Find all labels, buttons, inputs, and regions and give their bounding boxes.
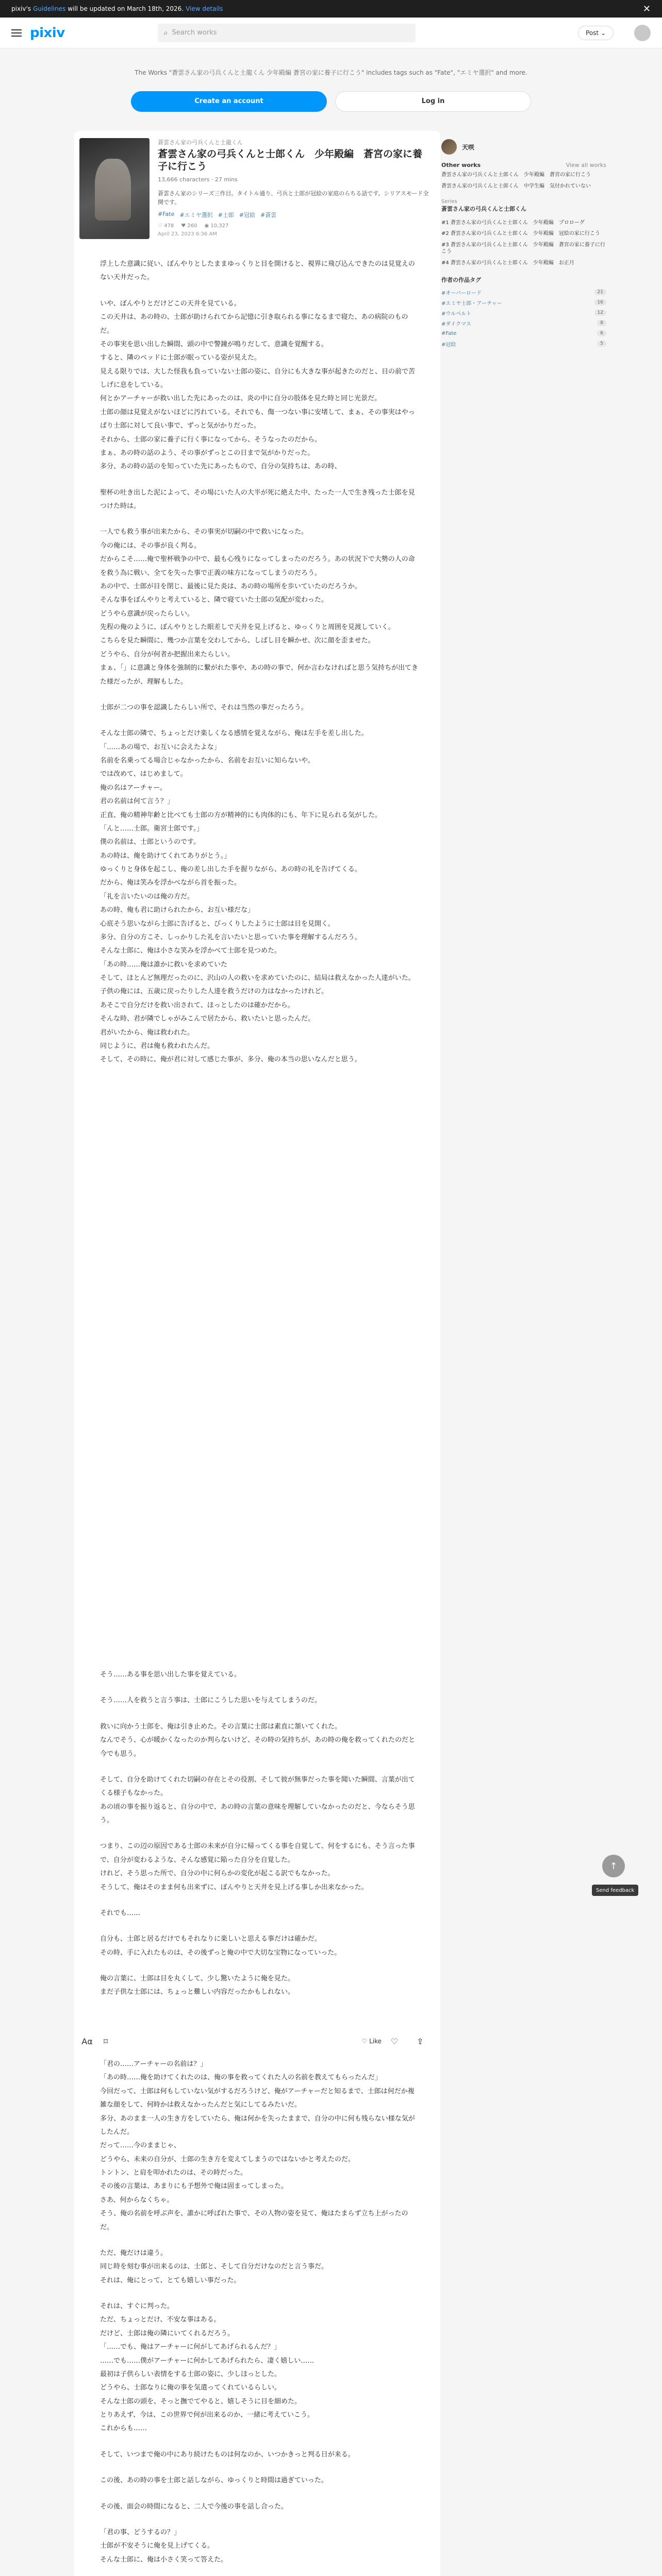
paragraph: すると、隣のベッドに士郎が眠っている姿が見えた。 — [100, 354, 261, 362]
paragraph: けれど、そう思った所で、自分の中に何らかの変化が起こる訳でもなかった。 — [100, 1870, 335, 1878]
sidebar — [441, 131, 606, 349]
paragraph: 一人でも救う事が出来たから、その事実が切嗣の中で救いになった。 — [100, 528, 308, 536]
search-icon: ⌕ — [163, 28, 168, 37]
paragraph-gap — [100, 474, 420, 486]
series-name[interactable]: 蒼雲さん家の弓兵くんと士郎くん — [441, 206, 526, 212]
search-placeholder: Search works — [172, 29, 217, 37]
paragraph-gap — [100, 1682, 420, 1694]
author-tag-name: #ダイクマス — [441, 321, 471, 327]
paragraph: さあ、何からなくちゃ。 — [100, 2196, 174, 2204]
paragraph: あの時、俺も君に助けられたから、お互い様だな」 — [100, 906, 255, 914]
paragraph: あの時は、俺を助けてくれてありがとう。」 — [100, 852, 231, 860]
paragraph-gap — [100, 2287, 420, 2300]
paragraph: そんな士郎に、俺は小さな笑みを浮かべて士郎を見つめた。 — [100, 947, 282, 955]
paragraph: あの頃の事を振り返ると、自分の中で、あの時の言葉の意味を理解していなかったのだと、今ならそう思う。 — [100, 1803, 415, 1824]
promo-description: The Works "蒼雲さん家の弓兵くんと土龍くん 少年殿編 蒼宮の家に養子に行こう" includes tags such as "Fate", "エミヤ選択" and more. — [135, 69, 527, 76]
pixiv-logo[interactable]: pixiv — [30, 25, 65, 41]
banner-text-middle: will be updated on March 18th, 2026. — [68, 5, 184, 12]
paragraph: そう、俺の名前を呼ぶ声を、誰かに呼ばれた事で、その人物の姿を見て、俺はたまらず立ち上がったのだ。 — [100, 2210, 408, 2231]
author-tag-row[interactable] — [441, 308, 606, 318]
paragraph: 心底そう思いながら士郎に告げると、びっくりしたように士郎は目を見開く。 — [100, 920, 335, 928]
paragraph-gap — [100, 1761, 420, 1773]
novel-card — [74, 131, 440, 2576]
paragraph: 「あの時……俺を助けてくれたのは、俺の事を救ってくれた人の名前を教えてもらったんだ」 — [100, 2074, 382, 2082]
paragraph-gap — [100, 1894, 420, 1907]
character-count: 13,666 characters · 27 mins — [158, 176, 238, 183]
post-button[interactable]: Post ⌄ — [578, 26, 614, 40]
paragraph: そんな士郎に、俺は小さく笑って答えた。 — [100, 2555, 228, 2564]
likes-count: ♡ 478 — [158, 223, 174, 229]
paragraph-gap — [100, 513, 420, 526]
author-tag-name: #冠絵 — [441, 342, 456, 348]
paragraph: だけど、士郎は俺の隣にいてくれるだろう。 — [100, 2329, 235, 2337]
paragraph: 名前を名乗ってる場合じゃなかったから、名前をお互いに知らないや。 — [100, 757, 315, 765]
views-count: ◉ 10,327 — [204, 223, 229, 229]
author-tag-row[interactable] — [441, 297, 606, 308]
series-item[interactable]: #3 蒼雲さん家の弓兵くんと士郎くん 少年殿編 蒼宮の家に養子に行こう — [441, 242, 605, 255]
paragraph: なんでそう、心が暖かくなったのか判らないけど、その時の気持ちが、あの時の俺を救ってくれたのだと今でも思う。 — [100, 1736, 416, 1758]
paragraph-gap — [100, 1960, 420, 1972]
work-stats — [158, 223, 431, 229]
paragraph: 先程の俺のように、ぼんやりとした眼差しで天井を見上げると、ゆっくりと周囲を見渡していく。 — [100, 623, 395, 631]
bookmarks-count: ♥ 260 — [181, 223, 197, 229]
novel-body — [74, 1656, 440, 1999]
like-button[interactable]: ♡ Like — [361, 2038, 382, 2045]
paragraph: つまり、この辺の原因である士郎の未来が自分に帰ってくる事を自覚して、何をするにも、そう言った事で、自分が変わるような、そんな感覚に陥った自分を自覚した。 — [100, 1842, 415, 1864]
paragraph: 多分、自分の方こそ、しっかりした礼を言いたいと思っていた事を理解するんだろう。 — [100, 933, 361, 941]
paragraph: どうやら、自分が何者か把握出来たらしい。 — [100, 650, 235, 658]
paragraph: トントン、と肩を叩かれたのは、その時だった。 — [100, 2169, 247, 2177]
paragraph: 「あの時……俺は誰かに救いを求めていた — [100, 960, 228, 969]
paragraph-gap — [100, 2514, 420, 2526]
paragraph: ただ、俺だけは違う。 — [100, 2249, 168, 2257]
banner-text-before: pixiv's — [11, 5, 31, 12]
author-tag-count: 5 — [597, 341, 606, 347]
tag-link[interactable]: #Fate — [158, 210, 175, 217]
novel-body — [74, 2058, 440, 2576]
paragraph: だから、俺は笑みを浮かべながら首を振った。 — [100, 879, 241, 887]
paragraph: あの中で、士郎が目を閉じ、最後に見た炎は、あの時の場所を歩いていたのだろうか。 — [100, 582, 361, 590]
paragraph: 同じように、君は俺も救われたんだ。 — [100, 1042, 214, 1050]
paragraph-gap — [100, 2488, 420, 2500]
paragraph: 同じ時を刻む事が出来るのは、士郎と、そして自分だけなのだと言う事だ。 — [100, 2263, 328, 2271]
paragraph: そう……人を救うと言う事は、士郎にこうした思いを与えてしまうのだ。 — [100, 1697, 322, 1705]
other-work-item[interactable]: 蒼雲さん家の弓兵くんと士郎くん 中学生編 気付かれていない — [441, 183, 591, 189]
bookmark-icon[interactable]: ⌑ — [103, 2036, 108, 2046]
author-tag-count: 6 — [597, 330, 606, 336]
work-caption: 蒼雲さん家のシリーズ三作目。タイトル通り、弓兵と士郎が冠絵の家庭のらちる話です。シリアスモード全開です。 — [158, 190, 429, 206]
paragraph: 今回だって、士郎は何もしていない気がするだろうけど、俺がアーチャーだと知るまで、士郎は何だか複雑な顔をして、何時かは救えなかったんだと気にしてるみたいだ。 — [100, 2087, 415, 2109]
paragraph: これからも…… — [100, 2425, 147, 2433]
paragraph: そんな時、君が隣でしゃがみこんで居たから、救いたいと思ったんだ。 — [100, 1015, 315, 1023]
paragraph-gap — [100, 1708, 420, 1720]
paragraph: まだ子供な士郎には、ちょっと難しい内容だったかもしれない。 — [100, 1988, 295, 1996]
paragraph: ゆっくりと身体を起こし、俺の差し出した手を握りながら、あの時の礼を告げてくる。 — [100, 866, 361, 873]
paragraph: 士郎が二つの事を認識したらしい所で、それは当然の事だったろう。 — [100, 703, 308, 711]
menu-icon[interactable] — [11, 29, 22, 37]
other-works-label: Other works — [441, 162, 481, 168]
paragraph: 「んと……士郎。衛宮士郎です。」 — [100, 824, 204, 833]
paragraph: 浮上した意識に従い、ぼんやりとしたままゆっくりと目を開けると、視界に飛び込んできたのは見覚えのない天井だった。 — [100, 260, 415, 282]
author-tag-name: #ウルベルト — [441, 311, 472, 317]
paragraph: 「……あの場で、お互いに会えたよな」 — [100, 743, 221, 751]
post-date: April 23, 2023 6:36 AM — [158, 231, 217, 237]
paragraph: そして、その時に、俺が君に対して感じた事が、多分、俺の本当の思いなんだと思う。 — [100, 1056, 361, 1064]
paragraph: そんな士郎の頭を、そっと撫でてやると、嬉しそうに目を細めた。 — [100, 2397, 302, 2405]
paragraph: そんな事をぼんやりと考えていると、隣で寝ていた士郎の気配が変わった。 — [100, 596, 328, 604]
tag-list — [158, 211, 431, 219]
paragraph: どうやら、未来の自分が、士郎の生き方を変えてしまうのではないかと考えたのだ。 — [100, 2155, 355, 2163]
series-item[interactable]: #2 蒼雲さん家の弓兵くんと士郎くん 少年殿編 冠絵の家に行こう — [441, 231, 600, 237]
feedback-button[interactable]: Send feedback — [592, 1885, 638, 1896]
paragraph: 俺の言葉に、士郎は目を丸くして、少し驚いたように俺を見た。 — [100, 1975, 294, 1982]
paragraph: 何とかアーチャーが救い出した先にあったのは、炎の中に自分の肢体を見た時と同じ光景だ。 — [100, 395, 382, 403]
paragraph: 多分、あの時の話のを知っていた先にあったもので、自分の気持ちは、あの時、 — [100, 463, 341, 471]
paragraph: どうやら、士郎なりに俺の事を気遣ってくれているらしい。 — [100, 2384, 282, 2392]
paragraph: それは、すぐに判った。 — [100, 2302, 174, 2310]
site-header — [0, 18, 662, 48]
author-tag-count: 12 — [594, 310, 606, 316]
author-tag-count: 21 — [594, 289, 606, 295]
paragraph: 「礼を言いたいのは俺の方だ。 — [100, 892, 194, 901]
paragraph-gap — [100, 2234, 420, 2247]
paragraph: だからこそ……俺で聖杯戦争の中で、最も心残りになってしまったのだろう。あの状況下で大勢の人の命を救う為に戦い、全てを失った事で正義の味方になってしまうのだろう。 — [100, 555, 415, 577]
author-tag-list — [441, 287, 606, 349]
paragraph: いや、ぼんやりとだけどこの天井を見ている。 — [100, 299, 241, 308]
paragraph: まぁ、あの時の話のよう、その事がずっとこの日まで気がかりだった。 — [100, 449, 315, 457]
author-tag-row[interactable] — [441, 328, 606, 338]
paragraph-gap — [100, 1920, 420, 1933]
font-settings-icon[interactable]: Aα — [81, 2036, 93, 2046]
paragraph: 君の名前は何て言う？」 — [100, 798, 174, 806]
share-icon[interactable]: ⇪ — [417, 2036, 424, 2046]
signup-promo — [0, 48, 662, 131]
reader-toolbar — [74, 2032, 440, 2050]
scroll-top-button[interactable]: ↑ — [602, 1855, 625, 1877]
paragraph: この天井は、あの時の、士郎が助けられてから記憶に引き取られる事になるまで寝た、あの病院のものだ。 — [100, 313, 408, 335]
paragraph-gap — [100, 2462, 420, 2474]
work-header — [74, 131, 440, 239]
paragraph: こちらを見た瞬間に、幾つか言葉を交わしてから、しばし目を瞬かせ、次に顔を歪ませた。 — [100, 637, 375, 645]
author-tag-row[interactable] — [441, 287, 606, 297]
series-label: Series — [441, 199, 457, 205]
paragraph: 多分、あのまま一人の生き方をしていたら、俺は何かを失ったままで、自分の中に何も残らない様な気がしたんだ。 — [100, 2114, 415, 2136]
paragraph: とりあえず、今は、この世界で何が出来るのか、一緒に考えていこう。 — [100, 2411, 314, 2419]
tag-link[interactable]: #蒼雲 — [260, 211, 277, 218]
avatar[interactable] — [634, 25, 651, 41]
author-tag-name: #Fate — [441, 330, 457, 336]
page-title: 蒼雲さん家の弓兵くんと士郎くん 少年殿編 蒼宮の家に養子に行こう — [158, 148, 423, 172]
login-button[interactable]: Log in — [335, 91, 531, 112]
paragraph: 僕の名前は、士郎というのです。 — [100, 838, 200, 846]
paragraph: それでも…… — [100, 1909, 141, 1917]
paragraph: どうやら意識が戻ったらしい。 — [100, 609, 194, 618]
paragraph-gap — [100, 1656, 420, 1668]
paragraph: 聖杯の吐き出した泥によって、その場にいた人の大半が死に絶えた中、たった一人で生き残った士郎を見つけた時は。 — [100, 488, 415, 510]
search-input[interactable] — [158, 24, 416, 42]
view-details-link[interactable]: View details — [186, 5, 223, 12]
guidelines-link[interactable]: Guidelines — [33, 5, 66, 12]
heart-icon[interactable]: ♡ — [390, 2036, 399, 2046]
paragraph: 君がいたから、俺は救われた。 — [100, 1028, 194, 1037]
paragraph: 最初は子供らしい表情をする士郎の姿に、少しほっとした。 — [100, 2370, 282, 2378]
tag-link[interactable]: #士郎 — [218, 211, 234, 218]
paragraph: 正直、俺の精神年齢と比べても士郎の方が精神的にも肉体的にも、年下に見られる気がした。 — [100, 811, 382, 819]
paragraph: そうして、俺はそのまま何も出来ずに、ぼんやりと天井を見上げる事しか出来なかった。 — [100, 1883, 368, 1891]
paragraph-gap — [100, 2567, 420, 2576]
paragraph: 子供の俺には、五歳に戻ったりした人達を救うだけの力はなかったけれど。 — [100, 988, 328, 996]
paragraph: その後、面会の時間になると、二人で今後の事を話し合った。 — [100, 2502, 288, 2511]
paragraph: それは、俺にとって、とても嬉しい事だった。 — [100, 2276, 241, 2284]
paragraph: ……でも……僕がアーチャーに何かしてあげられたら、凄く嬉しい…… — [100, 2357, 315, 2365]
author-tag-name: #オーバーロード — [441, 290, 482, 296]
paragraph: では改めて、はじめまして。 — [100, 770, 187, 778]
tag-link[interactable]: #エミヤ選択 — [179, 211, 213, 218]
paragraph: 自分も、士郎と居るだけでもそれなりに楽しいと思える事だけは確かだ。 — [100, 1935, 322, 1943]
paragraph: そして、ほとんど無理だったのに、沢山の人の救いを求めていたのに、結局は救えなかった人達がいた。 — [100, 974, 415, 982]
paragraph: そう……ある事を思い出した事を覚えている。 — [100, 1671, 241, 1679]
series-item[interactable]: #1 蒼雲さん家の弓兵くんと士郎くん 少年殿編 プロローグ — [441, 219, 585, 226]
close-icon[interactable]: ✕ — [642, 3, 651, 14]
paragraph: その後の言葉は、あまりにも予想外で俺は固まってしまった。 — [100, 2182, 288, 2191]
series-link[interactable]: 蒼雲さん家の弓兵くんと土龍くん — [158, 139, 243, 146]
author-block[interactable] — [441, 131, 606, 155]
paragraph: この後、あの時の事を士郎と話しながら、ゆっくりと時間は過ぎていった。 — [100, 2477, 328, 2485]
author-tag-row[interactable] — [441, 338, 606, 349]
paragraph: 士郎の顔は見覚えがないほどに汚れている。それでも、傷一つない事に安堵して、まぁ、その事実はやっぱり士郎に対して良い事で、ずっと気がかりだった。 — [100, 408, 415, 430]
paragraph: そして、いつまで俺の中にあり続けたものは何なのか、いつかきっと判る日が来る。 — [100, 2450, 355, 2459]
paragraph: 「君の事、どうするの？」 — [100, 2528, 181, 2536]
view-all-link[interactable]: View all works — [566, 162, 606, 168]
author-tags-label: 作者の作品タグ — [441, 277, 481, 284]
paragraph-gap — [100, 1827, 420, 1840]
paragraph: 俺の名はアーチャー。 — [100, 784, 167, 792]
paragraph-gap — [100, 715, 420, 727]
author-tag-count: 8 — [597, 320, 606, 326]
author-tag-name: #エミヤ士郎・アーチャー — [441, 300, 502, 307]
create-account-button[interactable]: Create an account — [131, 91, 327, 112]
paragraph: 「……でも、俺はアーチャーに何がしてあげられるんだ？」 — [100, 2343, 281, 2351]
paragraph-gap — [100, 2436, 420, 2448]
paragraph: それから、士郎の家に養子に行く事になってから、そうなったのだから。 — [100, 435, 322, 444]
cover-image[interactable] — [79, 138, 150, 239]
novel-body — [74, 258, 440, 1067]
avatar[interactable] — [441, 139, 457, 155]
paragraph: そんな士郎の隣で、ちょっとだけ楽しくなる感情を覚えながら、俺は左手を差し出した。 — [100, 730, 368, 738]
paragraph: そして、自分を助けてくれた切嗣の存在とその役割、そして彼が無事だった事を聞いた瞬間、言葉が出てくる様子もなかった。 — [100, 1775, 415, 1798]
announcement-banner — [0, 0, 662, 18]
paragraph: だって……今のままじゃ、 — [100, 2142, 181, 2150]
paragraph: 今の俺には、その事が良く判る。 — [100, 541, 201, 550]
author-tag-row[interactable] — [441, 318, 606, 328]
author-name[interactable]: 天咲 — [462, 143, 475, 151]
author-tag-count: 16 — [594, 299, 606, 306]
paragraph: その事実を思い出した瞬間、頭の中で警鐘が鳴りだして、意識を覚醒する。 — [100, 340, 328, 348]
other-works — [441, 162, 606, 190]
other-work-item[interactable]: 蒼雲さん家の弓兵くんと士郎くん 少年殿編 蒼宮の家に行こう — [441, 172, 591, 178]
tag-link[interactable]: #冠絵 — [239, 211, 256, 218]
paragraph: その時、手に入れたものは、その後ずっと俺の中で大切な宝物になっていった。 — [100, 1948, 341, 1957]
paragraph: まぁ、「」に意識と身体を強制的に繋がれた事や、あの時の事で、何か言わなければと思う気持ちが出てきた様だったが、理解もした。 — [100, 664, 418, 686]
paragraph: 救いに向かう士郎を、俺は引き止めた。その言葉に士郎は素直に頷いてくれた。 — [100, 1722, 342, 1731]
paragraph: 士郎が不安そうに俺を見上げてくる。 — [100, 2542, 214, 2550]
paragraph: 「君の……アーチャーの名前は？」 — [100, 2060, 207, 2068]
paragraph: 見える限りでは、大した怪我も負っていない士郎の姿に、自分にも大きな事が起きたのだと、目の前で苦しげに息をしている。 — [100, 367, 416, 389]
paragraph: あそこで自分だけを救い出されて、ほっとしたのは確かだから。 — [100, 1001, 294, 1009]
paragraph-gap — [100, 285, 420, 297]
paragraph-gap — [100, 689, 420, 701]
paragraph: ただ、ちょっとだけ、不安な事はある。 — [100, 2316, 221, 2324]
series-item[interactable]: #4 蒼雲さん家の弓兵くんと士郎くん 少年殿編 お正月 — [441, 260, 574, 266]
